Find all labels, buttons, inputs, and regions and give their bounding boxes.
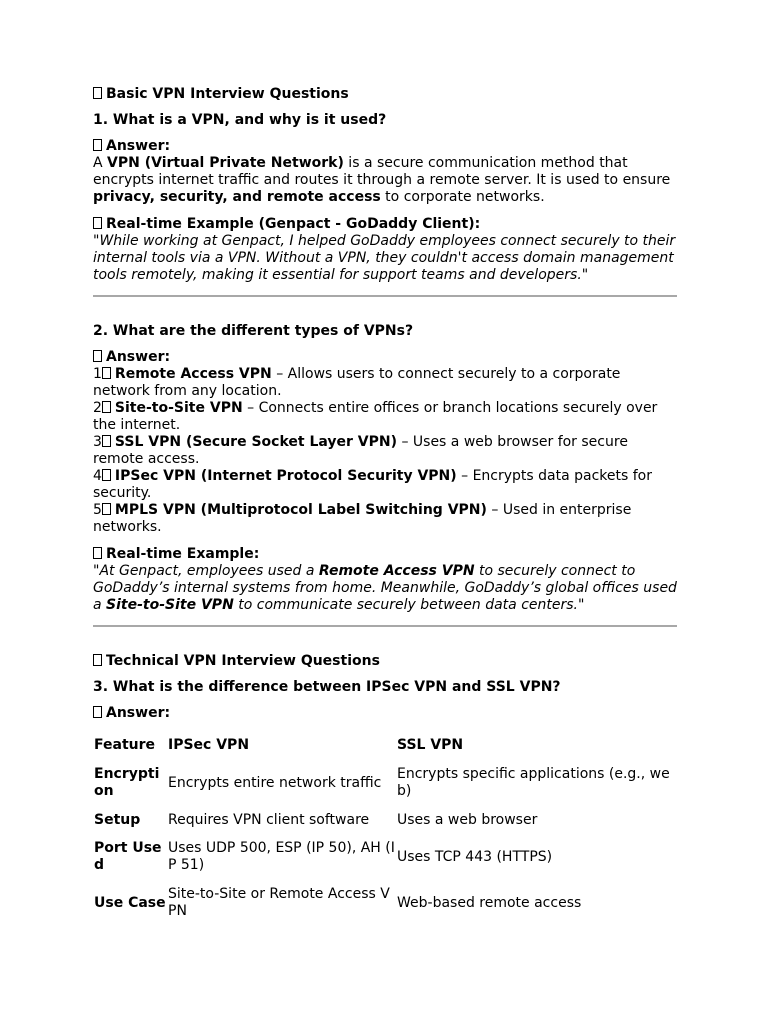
comparison-table — [93, 731, 677, 926]
table-cell: Encrypts specific applications (e.g., web) — [397, 766, 670, 799]
table-header-cell: IPSec VPN — [168, 737, 250, 753]
question-2: 2. What are the different types of VPNs? — [93, 323, 414, 339]
document-body — [93, 86, 677, 926]
table-cell: Setup — [94, 811, 141, 828]
question-3: 3. What is the difference between IPSec VPN and SSL VPN? — [93, 679, 561, 695]
answer-label-1: Answer: — [93, 138, 677, 155]
table-cell: Port Used — [94, 840, 162, 873]
vpn-types-list — [93, 366, 677, 536]
table-row — [93, 834, 677, 880]
checkbox-icon — [93, 706, 102, 718]
table-header-cell: Feature — [94, 737, 155, 753]
question-1: 1. What is a VPN, and why is it used? — [93, 112, 387, 128]
table-row — [93, 760, 677, 806]
table-cell: Encrypts entire network traffic — [168, 774, 382, 791]
checkbox-icon — [93, 87, 102, 99]
table-cell: Encryption — [94, 766, 160, 799]
keycap-icon — [102, 469, 111, 481]
checkbox-icon — [93, 350, 102, 362]
table-cell: Uses UDP 500, ESP (IP 50), AH (IP 51) — [168, 840, 395, 873]
keycap-icon — [102, 401, 111, 413]
checkbox-icon — [93, 654, 102, 666]
table-cell: Site-to-Site or Remote Access VPN — [168, 886, 390, 919]
list-item: 3 SSL VPN (Secure Socket Layer VPN) – Uses a web browser for secure remote access. — [93, 434, 628, 467]
example-2-quote: "At Genpact, employees used a Remote Access VPN to securely connect to GoDaddy’s internal systems from home. Meanwhile, GoDaddy’s global offices used a Site-to-Site VPN to communicate securely between data centers." — [93, 563, 677, 613]
example-label-2: Real-time Example: — [93, 546, 677, 563]
checkbox-icon — [93, 547, 102, 559]
table-header-cell: SSL VPN — [397, 737, 464, 753]
divider — [93, 625, 677, 627]
list-item: 1 Remote Access VPN – Allows users to connect securely to a corporate network from any location. — [93, 366, 621, 399]
list-item: 2 Site-to-Site VPN – Connects entire offices or branch locations securely over the internet. — [93, 400, 658, 433]
answer-label-3: Answer: — [93, 705, 677, 722]
answer-1-text: A VPN (Virtual Private Network) is a secure communication method that encrypts internet traffic and routes it through a remote server. It is used to ensure privacy, security, and remote access to corporate networks. — [93, 155, 671, 205]
answer-label-2: Answer: — [93, 349, 677, 366]
table-cell: Uses a web browser — [397, 811, 538, 828]
keycap-icon — [102, 367, 111, 379]
keycap-icon — [102, 435, 111, 447]
list-item: 5 MPLS VPN (Multiprotocol Label Switching VPN) – Used in enterprise networks. — [93, 502, 632, 535]
section-heading-basic: Basic VPN Interview Questions — [93, 86, 677, 103]
example-1-quote: "While working at Genpact, I helped GoDaddy employees connect securely to their internal tools via a VPN. Without a VPN, they couldn't access domain management tools remotely, making it essential for support teams and developers." — [93, 233, 676, 283]
table-header-row — [93, 731, 677, 760]
list-item: 4 IPSec VPN (Internet Protocol Security VPN) – Encrypts data packets for security. — [93, 468, 653, 501]
table-row — [93, 806, 677, 834]
checkbox-icon — [93, 139, 102, 151]
section-heading-technical: Technical VPN Interview Questions — [93, 653, 677, 670]
table-cell: Uses TCP 443 (HTTPS) — [397, 848, 553, 865]
checkbox-icon — [93, 217, 102, 229]
keycap-icon — [102, 503, 111, 515]
table-cell: Use Case — [94, 894, 166, 911]
table-cell: Requires VPN client software — [168, 811, 370, 828]
divider — [93, 295, 677, 297]
table-row — [93, 880, 677, 926]
example-label-1: Real-time Example (Genpact - GoDaddy Client): — [93, 216, 677, 233]
table-cell: Web-based remote access — [397, 894, 582, 911]
